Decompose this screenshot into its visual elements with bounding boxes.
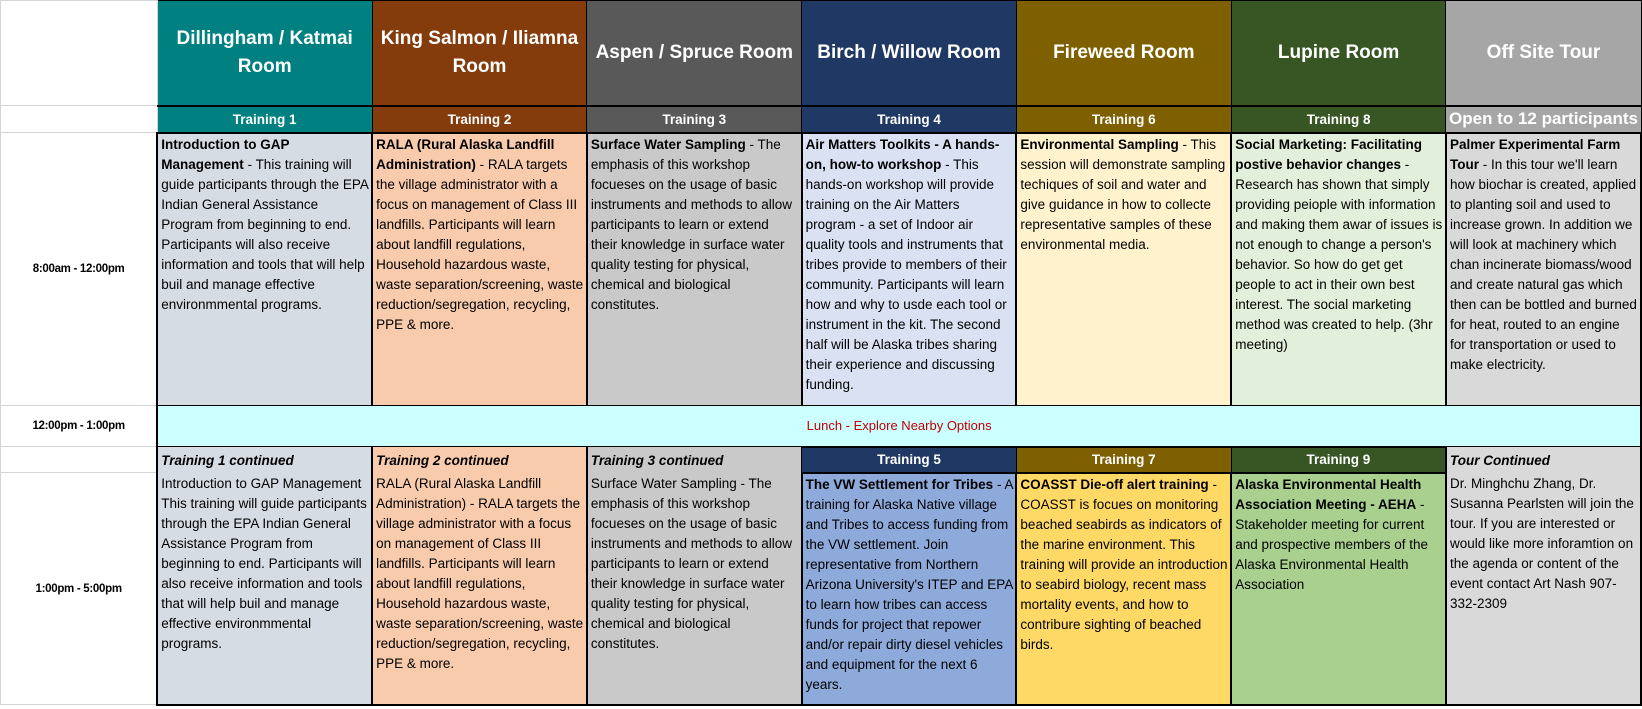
session-description: Introduction to GAP Management This training will guide participants through the EPA Indian General Assistance Program from beginning to end. Participants will also receive information and tools that will help buil and manage effective environmmental programs. (161, 475, 367, 651)
room-header-birch-willow: Birch / Willow Room (802, 1, 1017, 106)
session-title: Surface Water Sampling (590, 136, 746, 152)
session-description: - This hands-on workshop will provide training on the Air Matters program - a set of Indoor air quality tools and instruments that tribes provide to members of their community. Participants will learn how and why to usde each tool or instrument in the kit. The second half will be Alaska tribes sharing their experience and discussing funding. (805, 156, 1007, 392)
session-cell (1016, 473, 1231, 705)
session-cell (1016, 133, 1231, 406)
room-header-king-salmon-iliamna: King Salmon / Iliamna Room (372, 1, 587, 106)
session-cell (157, 133, 372, 406)
time-label-morning: 8:00am - 12:00pm (1, 133, 158, 406)
session-cell (1231, 133, 1446, 406)
session-title: Introduction to GAP Management (161, 136, 290, 172)
room-header-lupine: Lupine Room (1231, 1, 1446, 106)
session-description: - RALA targets the village administrator with a focus on management of Class III landfills. Participants will learn about landfill regulations, Household hazardous waste, waste separation/screening, waste reduction/segregation, recycling, PPE & more. (376, 156, 584, 332)
session-cell (802, 473, 1017, 705)
session-description: Surface Water Sampling - The emphasis of this workshop focueses on the usage of basic instruments and methods to allow participants to learn or extend their knowledge in surface water quality testing for physical, chemical and biological constitutes. (590, 475, 793, 651)
session-title: Palmer Experimental Farm Tour (1449, 136, 1621, 172)
session-title: Environmental Sampling (1020, 136, 1179, 152)
session-cell (587, 473, 802, 705)
session-description: Dr. Minghchu Zhang, Dr. Susanna Pearlsten will join the tour. If you are interested or would like more inforamtion on the agenda or content of the event contact Art Nash 907-332-2309 (1449, 475, 1634, 611)
corner-cell (1, 1, 158, 106)
training-label: Training 2 (372, 106, 587, 133)
session-description: - Research has shown that simply providing peiople with information and making them awar of issues is not enough to change a person's behavior. So how do get get people to act in their own best interest. The social marketing method was created to help. (3hr meeting) (1235, 156, 1443, 352)
training-label: Training 6 (1016, 106, 1231, 133)
session-description: - COASST is focues on monitoring beached seabirds as indicators of the marine environment. This training will provide an introduction to seabird biology, recent mass mortality events, and how to contribure sighting of beached birds. (1020, 476, 1228, 652)
room-header-off-site-tour: Off Site Tour (1446, 1, 1641, 106)
session-cell (1446, 133, 1641, 406)
session-cell (1446, 473, 1641, 705)
time-label-afternoon: 1:00pm - 5:00pm (1, 473, 158, 705)
blank-cell (1, 106, 158, 133)
continued-label: Tour Continued (1446, 447, 1641, 473)
session-cell (157, 473, 372, 705)
continued-label: Training 2 continued (372, 447, 587, 473)
continued-label: Training 1 continued (157, 447, 372, 473)
session-cell (802, 133, 1017, 406)
training-label: Training 3 (587, 106, 802, 133)
session-title: Social Marketing: Facilitating postive behavior changes (1235, 136, 1422, 172)
session-title: Alaska Environmental Health Association Meeting - AEHA (1235, 476, 1422, 512)
session-cell (587, 133, 802, 406)
lunch-banner: Lunch - Explore Nearby Options (157, 406, 1641, 447)
blank-cell (1, 447, 158, 473)
room-header-dillingham-katmai: Dillingham / Katmai Room (157, 1, 372, 106)
time-label-lunch: 12:00pm - 1:00pm (1, 406, 158, 447)
training-label: Training 1 (157, 106, 372, 133)
session-title: RALA (Rural Alaska Landfill Administration) (376, 136, 555, 172)
session-cell (1231, 473, 1446, 705)
session-description: - The emphasis of this workshop focueses on the usage of basic instruments and methods to allow participants to learn or extend their knowledge in surface water quality testing for physical, chemical and biological constitutes. (590, 136, 793, 312)
session-description: - In this tour we'll learn how biochar is created, applied to planting soil and used to increase grown. In addition we will look at machinery which chan incinerate biomass/wood and create natural gas which then can be bottled and burned for heat, routed to an engine for transportation or used to make electricity. (1449, 156, 1637, 372)
session-description: - Stakeholder meeting for current and prospective members of the Alaska Environmental Health Association (1235, 496, 1429, 592)
session-title: Air Matters Toolkits - A hands-on, how-to workshop (805, 136, 1000, 172)
session-title: The VW Settlement for Tribes (805, 476, 994, 492)
room-header-fireweed: Fireweed Room (1016, 1, 1231, 106)
session-description: RALA (Rural Alaska Landfill Administration) - RALA targets the village administrator with a focus on management of Class III landfills. Participants will learn about landfill regulations, Household hazardous waste, waste separation/screening, waste reduction/segregation, recycling, PPE & more. (376, 475, 584, 671)
training-label: Training 9 (1231, 447, 1446, 473)
training-label-tour-capacity: Open to 12 participants (1446, 106, 1641, 133)
session-cell (372, 473, 587, 705)
training-label: Training 8 (1231, 106, 1446, 133)
session-description: - This training will guide participants through the EPA Indian General Assistance Program from beginning to end. Participants will also receive information and tools that will help buil and manage effective environmmental programs. (161, 156, 369, 312)
training-label: Training 4 (802, 106, 1017, 133)
session-title: COASST Die-off alert training (1020, 476, 1209, 492)
session-cell (372, 133, 587, 406)
session-description: - A training for Alaska Native village and Tribes to access funding from the VW settlement. Join representative from Northern Arizona University's ITEP and EPA to learn how tribes can access funds for project that repower and/or repair dirty diesel vehicles and equipment for the next 6 years. (805, 476, 1013, 692)
continued-label: Training 3 continued (587, 447, 802, 473)
training-label: Training 7 (1016, 447, 1231, 473)
room-header-aspen-spruce: Aspen / Spruce Room (587, 1, 802, 106)
training-label: Training 5 (802, 447, 1017, 473)
session-description: - This session will demonstrate sampling techiques of soil and water and give guidance in how to collecte representative samples of these environmental media. (1020, 136, 1226, 252)
